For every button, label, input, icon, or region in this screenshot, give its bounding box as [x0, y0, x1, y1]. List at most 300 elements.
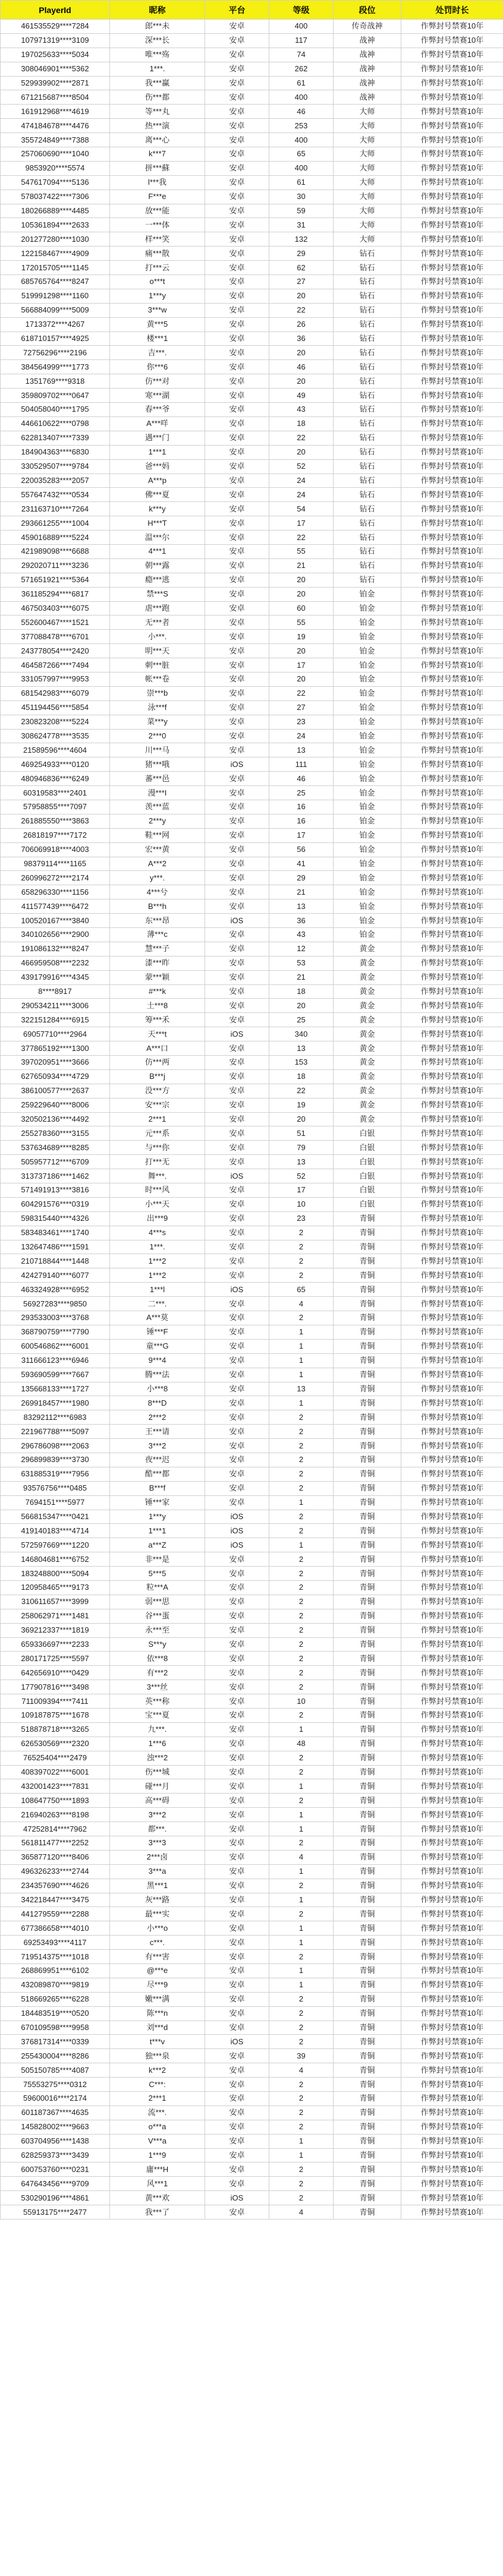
level-cell: 111 — [269, 757, 334, 772]
nickname-cell: y***. — [110, 871, 205, 885]
col-header-penalty: 处罚时长 — [401, 1, 503, 20]
rank-cell: 青铜 — [334, 1737, 401, 1751]
platform-cell: 安卓 — [205, 1254, 269, 1268]
rank-cell: 钻石 — [334, 403, 401, 417]
player-id-cell: 230823208****5224 — [1, 715, 110, 729]
level-cell: 22 — [269, 531, 334, 545]
level-cell: 16 — [269, 814, 334, 828]
player-id-cell: 216940263****8198 — [1, 1808, 110, 1822]
nickname-cell: t***v — [110, 2035, 205, 2049]
penalty-cell: 作弊封号禁赛10年 — [401, 289, 503, 303]
player-id-cell: 220035283****2057 — [1, 473, 110, 488]
platform-cell: 安卓 — [205, 1836, 269, 1851]
platform-cell: 安卓 — [205, 105, 269, 119]
rank-cell: 白银 — [334, 1169, 401, 1183]
rank-cell: 青铜 — [334, 1254, 401, 1268]
level-cell: 20 — [269, 999, 334, 1013]
rank-cell: 铂金 — [334, 857, 401, 871]
penalty-cell: 作弊封号禁赛10年 — [401, 743, 503, 757]
platform-cell: 安卓 — [205, 1467, 269, 1481]
rank-cell: 青铜 — [334, 1637, 401, 1652]
col-header-player-id: PlayerId — [1, 1, 110, 20]
player-id-cell: 47252814****7962 — [1, 1822, 110, 1836]
level-cell: 52 — [269, 1169, 334, 1183]
table-row — [1, 2021, 503, 2035]
player-id-cell: 255430004****8286 — [1, 2049, 110, 2063]
table-row — [1, 1623, 503, 1637]
platform-cell: 安卓 — [205, 1481, 269, 1495]
table-row — [1, 317, 503, 332]
rank-cell: 青铜 — [334, 1311, 401, 1325]
penalty-cell: 作弊封号禁赛10年 — [401, 1197, 503, 1211]
table-row — [1, 1779, 503, 1794]
table-row — [1, 1197, 503, 1211]
nickname-cell: 1***1 — [110, 445, 205, 459]
level-cell: 2 — [269, 2006, 334, 2021]
nickname-cell: 小***8 — [110, 1382, 205, 1396]
platform-cell: iOS — [205, 2191, 269, 2205]
level-cell: 49 — [269, 389, 334, 403]
nickname-cell: 流***. — [110, 2105, 205, 2120]
col-header-level: 等级 — [269, 1, 334, 20]
nickname-cell: 时***风 — [110, 1183, 205, 1198]
platform-cell: 安卓 — [205, 658, 269, 673]
platform-cell: 安卓 — [205, 2078, 269, 2092]
platform-cell: 安卓 — [205, 1879, 269, 1893]
penalty-cell: 作弊封号禁赛10年 — [401, 999, 503, 1013]
rank-cell: 钻石 — [334, 459, 401, 473]
platform-cell: 安卓 — [205, 2006, 269, 2021]
player-id-cell: 359809702****0647 — [1, 389, 110, 403]
level-cell: 4 — [269, 1297, 334, 1311]
table-row — [1, 1396, 503, 1410]
level-cell: 400 — [269, 90, 334, 105]
level-cell: 59 — [269, 204, 334, 218]
penalty-cell: 作弊封号禁赛10年 — [401, 1567, 503, 1581]
platform-cell: 安卓 — [205, 729, 269, 743]
table-row — [1, 1552, 503, 1567]
player-id-cell: 308624778****3535 — [1, 729, 110, 743]
table-row — [1, 644, 503, 658]
nickname-cell: 佛***夏 — [110, 488, 205, 502]
table-row — [1, 416, 503, 431]
nickname-cell: 我***了 — [110, 2205, 205, 2220]
nickname-cell: 舞***. — [110, 1169, 205, 1183]
penalty-cell: 作弊封号禁赛10年 — [401, 2021, 503, 2035]
level-cell: 19 — [269, 630, 334, 644]
table-row — [1, 814, 503, 828]
level-cell: 2 — [269, 2035, 334, 2049]
rank-cell: 青铜 — [334, 1467, 401, 1481]
platform-cell: 安卓 — [205, 1921, 269, 1936]
table-row — [1, 1936, 503, 1950]
player-id-cell: 685765764****8247 — [1, 275, 110, 289]
rank-cell: 大师 — [334, 105, 401, 119]
nickname-cell: 痛***散 — [110, 247, 205, 261]
rank-cell: 铂金 — [334, 842, 401, 857]
table-row — [1, 232, 503, 247]
player-id-cell: 441279559****2288 — [1, 1907, 110, 1921]
penalty-cell: 作弊封号禁赛10年 — [401, 1254, 503, 1268]
level-cell: 46 — [269, 105, 334, 119]
player-id-cell: 466959508****2232 — [1, 956, 110, 970]
level-cell: 53 — [269, 956, 334, 970]
level-cell: 400 — [269, 161, 334, 175]
rank-cell: 传奇战神 — [334, 20, 401, 34]
platform-cell: 安卓 — [205, 2120, 269, 2134]
player-id-cell: 231163710****7264 — [1, 502, 110, 516]
platform-cell: 安卓 — [205, 743, 269, 757]
player-id-cell: 98379114****1165 — [1, 857, 110, 871]
table-row — [1, 1737, 503, 1751]
rank-cell: 青铜 — [334, 1283, 401, 1297]
table-row — [1, 62, 503, 76]
table-row — [1, 261, 503, 275]
rank-cell: 青铜 — [334, 1921, 401, 1936]
platform-cell: 安卓 — [205, 2049, 269, 2063]
rank-cell: 青铜 — [334, 1751, 401, 1765]
platform-cell: 安卓 — [205, 317, 269, 332]
table-row — [1, 1893, 503, 1907]
level-cell: 2 — [269, 2078, 334, 2092]
rank-cell: 青铜 — [334, 1538, 401, 1552]
penalty-cell: 作弊封号禁赛10年 — [401, 232, 503, 247]
level-cell: 36 — [269, 332, 334, 346]
rank-cell: 青铜 — [334, 1978, 401, 1992]
nickname-cell: 朝***露 — [110, 558, 205, 573]
level-cell: 20 — [269, 445, 334, 459]
player-id-cell: 583483461****1740 — [1, 1226, 110, 1240]
nickname-cell: 出***9 — [110, 1211, 205, 1226]
penalty-cell: 作弊封号禁赛10年 — [401, 1623, 503, 1637]
player-id-cell: 109187875****1678 — [1, 1708, 110, 1722]
table-row — [1, 175, 503, 190]
player-id-cell: 308046901****5362 — [1, 62, 110, 76]
level-cell: 17 — [269, 1183, 334, 1198]
nickname-cell: 安***宗 — [110, 1098, 205, 1112]
level-cell: 2 — [269, 1595, 334, 1609]
rank-cell: 青铜 — [334, 1495, 401, 1510]
level-cell: 26 — [269, 317, 334, 332]
rank-cell: 青铜 — [334, 1567, 401, 1581]
player-id-cell: 459016889****5224 — [1, 531, 110, 545]
nickname-cell: 4***1 — [110, 544, 205, 558]
level-cell: 253 — [269, 119, 334, 133]
table-row — [1, 2120, 503, 2134]
level-cell: 24 — [269, 729, 334, 743]
player-id-cell: 627650934****4729 — [1, 1069, 110, 1084]
platform-cell: 安卓 — [205, 942, 269, 956]
table-row — [1, 1098, 503, 1112]
level-cell: 1 — [269, 1978, 334, 1992]
penalty-cell: 作弊封号禁赛10年 — [401, 1453, 503, 1467]
penalty-cell: 作弊封号禁赛10年 — [401, 1041, 503, 1056]
table-row — [1, 1836, 503, 1851]
level-cell: 2 — [269, 1609, 334, 1623]
nickname-cell: V***a — [110, 2134, 205, 2148]
platform-cell: 安卓 — [205, 1268, 269, 1283]
rank-cell: 铂金 — [334, 828, 401, 842]
nickname-cell: 打***云 — [110, 261, 205, 275]
player-id-cell: 711009394****7411 — [1, 1694, 110, 1709]
penalty-cell: 作弊封号禁赛10年 — [401, 1268, 503, 1283]
rank-cell: 青铜 — [334, 1297, 401, 1311]
table-row — [1, 786, 503, 800]
table-row — [1, 332, 503, 346]
penalty-cell: 作弊封号禁赛10年 — [401, 871, 503, 885]
platform-cell: 安卓 — [205, 686, 269, 700]
rank-cell: 铂金 — [334, 885, 401, 899]
table-row — [1, 1992, 503, 2006]
player-id-cell: 432001423****7831 — [1, 1779, 110, 1794]
level-cell: 29 — [269, 871, 334, 885]
rank-cell: 钻石 — [334, 445, 401, 459]
nickname-cell: 仿***对 — [110, 374, 205, 389]
level-cell: 27 — [269, 700, 334, 715]
penalty-cell: 作弊封号禁赛10年 — [401, 1339, 503, 1353]
level-cell: 2 — [269, 1580, 334, 1595]
level-cell: 22 — [269, 431, 334, 445]
rank-cell: 大师 — [334, 175, 401, 190]
nickname-cell: 等***丸 — [110, 105, 205, 119]
penalty-cell: 作弊封号禁赛10年 — [401, 772, 503, 786]
rank-cell: 铂金 — [334, 743, 401, 757]
penalty-cell: 作弊封号禁赛10年 — [401, 1879, 503, 1893]
table-row — [1, 360, 503, 374]
player-id-cell: 257060690****1040 — [1, 147, 110, 162]
penalty-cell: 作弊封号禁赛10年 — [401, 573, 503, 587]
platform-cell: 安卓 — [205, 261, 269, 275]
nickname-cell: 1***6 — [110, 1737, 205, 1751]
rank-cell: 青铜 — [334, 1694, 401, 1709]
nickname-cell: 1***2 — [110, 1254, 205, 1268]
nickname-cell: H***T — [110, 516, 205, 531]
platform-cell: 安卓 — [205, 1680, 269, 1694]
platform-cell: 安卓 — [205, 1751, 269, 1765]
level-cell: 1 — [269, 1936, 334, 1950]
nickname-cell: 4***s — [110, 1226, 205, 1240]
player-id-cell: 296899839****3730 — [1, 1453, 110, 1467]
nickname-cell: 黑***1 — [110, 1879, 205, 1893]
table-row — [1, 1567, 503, 1581]
player-id-cell: 210718844****1448 — [1, 1254, 110, 1268]
rank-cell: 铂金 — [334, 814, 401, 828]
nickname-cell: 3***a — [110, 1864, 205, 1879]
penalty-cell: 作弊封号禁赛10年 — [401, 1950, 503, 1964]
player-id-cell: 618710157****4925 — [1, 332, 110, 346]
nickname-cell: B***h — [110, 899, 205, 914]
nickname-cell: 浊***2 — [110, 1751, 205, 1765]
penalty-cell: 作弊封号禁赛10年 — [401, 658, 503, 673]
player-id-cell: 9853920****5574 — [1, 161, 110, 175]
level-cell: 2 — [269, 1552, 334, 1567]
player-id-cell: 518669265****6228 — [1, 1992, 110, 2006]
level-cell: 2 — [269, 1467, 334, 1481]
player-id-cell: 463324928****6952 — [1, 1283, 110, 1297]
rank-cell: 战神 — [334, 90, 401, 105]
nickname-cell: 猪***哦 — [110, 757, 205, 772]
player-id-cell: 75553275****0312 — [1, 2078, 110, 2092]
player-id-cell: 201277280****1030 — [1, 232, 110, 247]
penalty-cell: 作弊封号禁赛10年 — [401, 1169, 503, 1183]
penalty-cell: 作弊封号禁赛10年 — [401, 431, 503, 445]
player-id-cell: 604291576****0319 — [1, 1197, 110, 1211]
nickname-cell: 我***赢 — [110, 76, 205, 90]
level-cell: 61 — [269, 175, 334, 190]
platform-cell: 安卓 — [205, 48, 269, 62]
table-row — [1, 1339, 503, 1353]
player-id-cell: 93576756****0485 — [1, 1481, 110, 1495]
nickname-cell: 小***天 — [110, 1197, 205, 1211]
level-cell: 55 — [269, 544, 334, 558]
rank-cell: 钻石 — [334, 531, 401, 545]
level-cell: 46 — [269, 772, 334, 786]
level-cell: 18 — [269, 984, 334, 999]
nickname-cell: 楼***1 — [110, 332, 205, 346]
nickname-cell: 3***2 — [110, 1439, 205, 1453]
table-row — [1, 275, 503, 289]
table-row — [1, 1297, 503, 1311]
platform-cell: 安卓 — [205, 76, 269, 90]
table-row — [1, 1211, 503, 1226]
penalty-cell: 作弊封号禁赛10年 — [401, 2035, 503, 2049]
player-id-cell: 330529507****9784 — [1, 459, 110, 473]
nickname-cell: 吉***. — [110, 346, 205, 360]
level-cell: 1 — [269, 1864, 334, 1879]
player-id-cell: 21589596****4604 — [1, 743, 110, 757]
platform-cell: 安卓 — [205, 1084, 269, 1098]
level-cell: 2 — [269, 1410, 334, 1425]
level-cell: 10 — [269, 1197, 334, 1211]
nickname-cell: 小***. — [110, 630, 205, 644]
table-row — [1, 2092, 503, 2106]
nickname-cell: 英***称 — [110, 1694, 205, 1709]
penalty-cell: 作弊封号禁赛10年 — [401, 2120, 503, 2134]
table-row — [1, 303, 503, 317]
player-id-cell: 504058040****1795 — [1, 403, 110, 417]
level-cell: 4 — [269, 2205, 334, 2220]
penalty-cell: 作弊封号禁赛10年 — [401, 33, 503, 48]
platform-cell: 安卓 — [205, 1552, 269, 1567]
rank-cell: 青铜 — [334, 1794, 401, 1808]
level-cell: 2 — [269, 1453, 334, 1467]
table-row — [1, 133, 503, 147]
nickname-cell: 黄***欢 — [110, 2191, 205, 2205]
platform-cell: 安卓 — [205, 2063, 269, 2078]
player-id-cell: 221967788****5097 — [1, 1425, 110, 1439]
platform-cell: 安卓 — [205, 1325, 269, 1339]
table-row — [1, 218, 503, 232]
rank-cell: 青铜 — [334, 1864, 401, 1879]
platform-cell: 安卓 — [205, 346, 269, 360]
penalty-cell: 作弊封号禁赛10年 — [401, 1680, 503, 1694]
rank-cell: 黄金 — [334, 1112, 401, 1126]
player-id-cell: 184483519****0520 — [1, 2006, 110, 2021]
rank-cell: 青铜 — [334, 1353, 401, 1368]
penalty-cell: 作弊封号禁赛10年 — [401, 1425, 503, 1439]
nickname-cell: 1***. — [110, 62, 205, 76]
player-id-cell: 108647750****1893 — [1, 1794, 110, 1808]
platform-cell: 安卓 — [205, 544, 269, 558]
table-row — [1, 715, 503, 729]
platform-cell: 安卓 — [205, 1850, 269, 1864]
table-row — [1, 800, 503, 814]
platform-cell: 安卓 — [205, 90, 269, 105]
rank-cell: 铂金 — [334, 871, 401, 885]
nickname-cell: 没***方 — [110, 1084, 205, 1098]
penalty-cell: 作弊封号禁赛10年 — [401, 459, 503, 473]
platform-cell: 安卓 — [205, 459, 269, 473]
nickname-cell: 夜***迟 — [110, 1453, 205, 1467]
nickname-cell: 春***爷 — [110, 403, 205, 417]
penalty-cell: 作弊封号禁赛10年 — [401, 1964, 503, 1978]
nickname-cell: 帐***卷 — [110, 672, 205, 686]
table-row — [1, 1268, 503, 1283]
table-row — [1, 1481, 503, 1495]
platform-cell: 安卓 — [205, 1410, 269, 1425]
platform-cell: 安卓 — [205, 247, 269, 261]
penalty-cell: 作弊封号禁赛10年 — [401, 1666, 503, 1680]
platform-cell: 安卓 — [205, 615, 269, 630]
penalty-cell: 作弊封号禁赛10年 — [401, 1069, 503, 1084]
level-cell: 25 — [269, 1013, 334, 1027]
penalty-cell: 作弊封号禁赛10年 — [401, 1836, 503, 1851]
rank-cell: 铂金 — [334, 757, 401, 772]
level-cell: 20 — [269, 374, 334, 389]
table-row — [1, 1141, 503, 1155]
penalty-cell: 作弊封号禁赛10年 — [401, 90, 503, 105]
rank-cell: 铂金 — [334, 658, 401, 673]
level-cell: 2 — [269, 1765, 334, 1779]
nickname-cell: 腾***法 — [110, 1368, 205, 1382]
rank-cell: 青铜 — [334, 1893, 401, 1907]
table-row — [1, 2035, 503, 2049]
nickname-cell: 庸***H — [110, 2163, 205, 2177]
rank-cell: 大师 — [334, 204, 401, 218]
rank-cell: 钻石 — [334, 303, 401, 317]
penalty-cell: 作弊封号禁赛10年 — [401, 275, 503, 289]
penalty-cell: 作弊封号禁赛10年 — [401, 175, 503, 190]
header-row — [1, 1, 503, 20]
table-row — [1, 1580, 503, 1595]
rank-cell: 青铜 — [334, 2177, 401, 2191]
rank-cell: 战神 — [334, 48, 401, 62]
nickname-cell: 永***至 — [110, 1623, 205, 1637]
table-row — [1, 2148, 503, 2163]
penalty-cell: 作弊封号禁赛10年 — [401, 2006, 503, 2021]
platform-cell: 安卓 — [205, 1623, 269, 1637]
platform-cell: 安卓 — [205, 2163, 269, 2177]
platform-cell: 安卓 — [205, 488, 269, 502]
level-cell: 2 — [269, 2120, 334, 2134]
rank-cell: 青铜 — [334, 1623, 401, 1637]
level-cell: 13 — [269, 1041, 334, 1056]
rank-cell: 青铜 — [334, 1240, 401, 1254]
player-id-cell: 706069918****4003 — [1, 842, 110, 857]
nickname-cell: 样***笑 — [110, 232, 205, 247]
penalty-cell: 作弊封号禁赛10年 — [401, 133, 503, 147]
level-cell: 48 — [269, 1737, 334, 1751]
rank-cell: 战神 — [334, 33, 401, 48]
penalty-cell: 作弊封号禁赛10年 — [401, 914, 503, 928]
rank-cell: 铂金 — [334, 700, 401, 715]
platform-cell: iOS — [205, 1169, 269, 1183]
nickname-cell: A***咩 — [110, 416, 205, 431]
penalty-cell: 作弊封号禁赛10年 — [401, 531, 503, 545]
level-cell: 10 — [269, 1694, 334, 1709]
platform-cell: 安卓 — [205, 1595, 269, 1609]
nickname-cell: 3***3 — [110, 1836, 205, 1851]
